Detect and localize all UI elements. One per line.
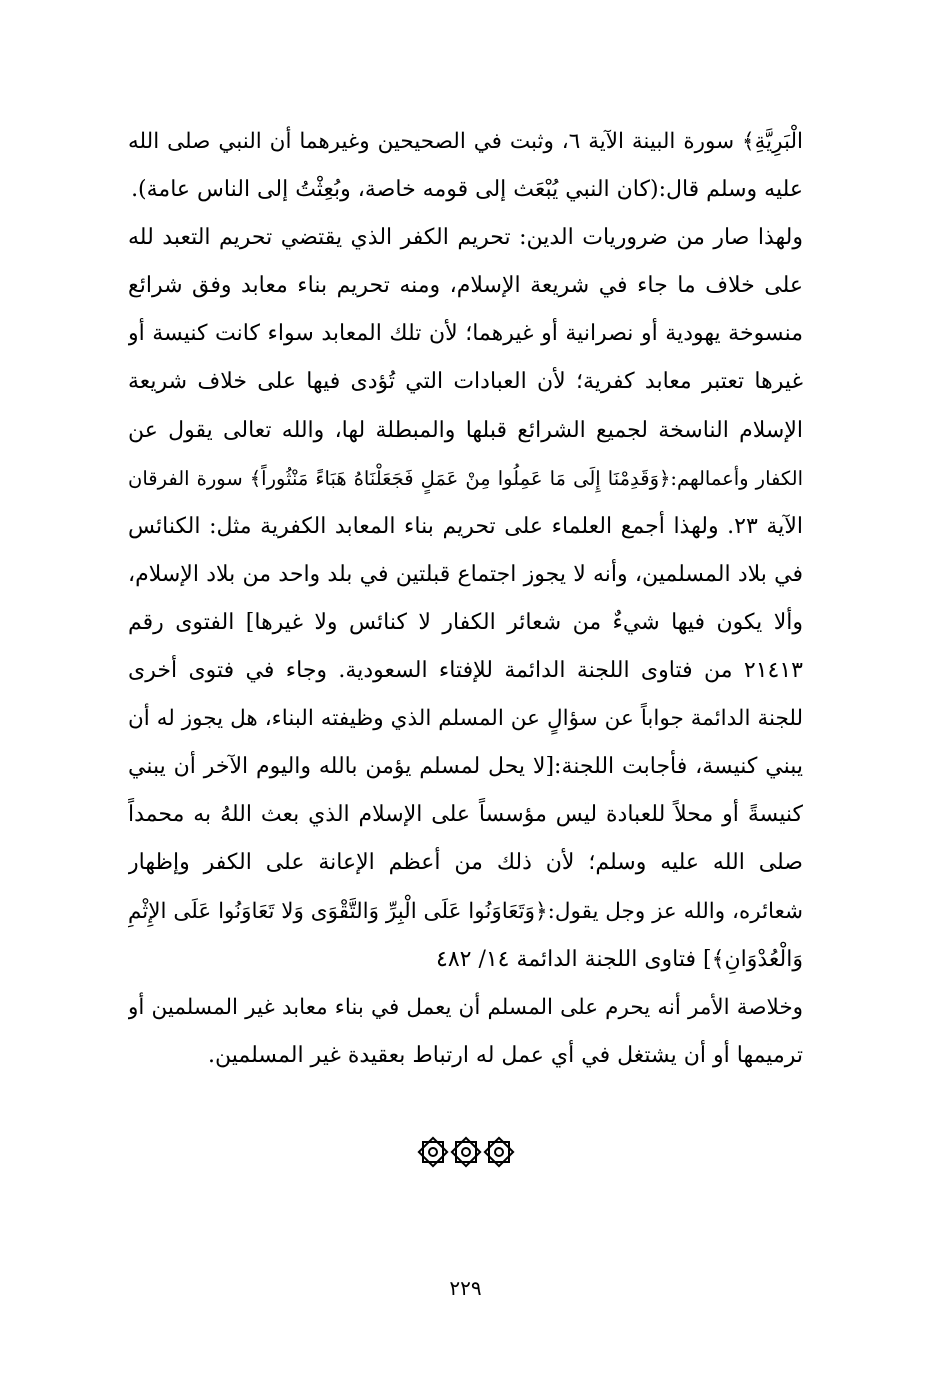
text-line: ترميمها أو أن يشتغل في أي عمل له ارتباط بعقيدة غير المسلمين. [208,1042,803,1068]
text-line: صلى الله عليه وسلم؛ لأن ذلك من أعظم الإعانة على الكفر وإظهار [128,850,803,876]
text-line: كنيسةً أو محلاً للعبادة ليس مؤسساً على الإسلام الذي بعث اللهُ به محمداً [128,802,803,828]
text-line: الكفار وأعمالهم:﴿وَقَدِمْنَا إِلَى مَا عَمِلُوا مِنْ عَمَلٍ فَجَعَلْنَاهُ هَبَاءً مَنْثُوراً﴾ سورة الفرقان [128,466,803,490]
text-line: الْبَرِيَّةِ﴾ سورة البينة الآية ٦، وثبت في الصحيحين وغيرهما أن النبي صلى الله [128,129,803,154]
text-line: وخلاصة الأمر أنه يحرم على المسلم أن يعمل في بناء معابد غير المسلمين أو [128,994,803,1020]
text-line: الإسلام الناسخة لجميع الشرائع قبلها والمبطلة لها، والله تعالى يقول عن [128,417,803,443]
text-line: ٢١٤١٣ من فتاوى اللجنة الدائمة للإفتاء السعودية. وجاء في فتوى أخرى [128,658,803,684]
paragraph-conclusion [128,984,803,1080]
text-line: ولهذا صار من ضروريات الدين: تحريم الكفر الذي يقتضي تحريم التعبد لله [128,225,803,251]
text-line: يبني كنيسة، فأجابت اللجنة:[لا يحل لمسلم يؤمن بالله واليوم الآخر أن يبني [128,754,803,780]
text-line: على خلاف ما جاء في شريعة الإسلام، ومنه تحريم بناء معابد وفق شرائع [128,273,803,299]
text-line: عليه وسلم قال:(كان النبي يُبْعَث إلى قومه خاصة، وبُعِثْتُ إلى الناس عامة). [131,177,803,203]
paragraph-hadith-quote [128,118,803,214]
text-line: للجنة الدائمة جواباً عن سؤالٍ عن المسلم الذي وظيفته البناء، هل يجوز له أن [128,706,803,732]
text-line: منسوخة يهودية أو نصرانية أو غيرهما؛ لأن تلك المعابد سواء كانت كنيسة أو [128,321,803,347]
section-ornament [0,1136,931,1172]
text-line: شعائره، والله عز وجل يقول:﴿وَتَعَاوَنُوا عَلَى الْبِرِّ وَالتَّقْوَى وَلا تَعَاوَنُوا عَلَى الإِثْمِ [128,898,803,924]
text-line: غيرها تعتبر معابد كفرية؛ لأن العبادات التي تُؤدى فيها على خلاف شريعة [128,369,803,395]
text-line: الآية ٢٣. ولهذا أجمع العلماء على تحريم بناء المعابد الكفرية مثل: الكنائس [128,513,803,539]
paragraph-ruling [128,214,803,984]
text-line: في بلاد المسلمين، وأنه لا يجوز اجتماع قبلتين في بلد واحد من بلاد الإسلام، [128,561,803,587]
text-line: وألا يكون فيها شيءٌ من شعائر الكفار لا كنائس ولا غيرها] الفتوى رقم [128,609,803,635]
page-body [128,118,803,1080]
text-line: وَالْعُدْوَانِ﴾] فتاوى اللجنة الدائمة ١٤/ ٤٨٢ [436,946,803,972]
page-number: ٢٢٩ [449,1276,482,1300]
octagram-ornament-icon [417,1136,515,1168]
